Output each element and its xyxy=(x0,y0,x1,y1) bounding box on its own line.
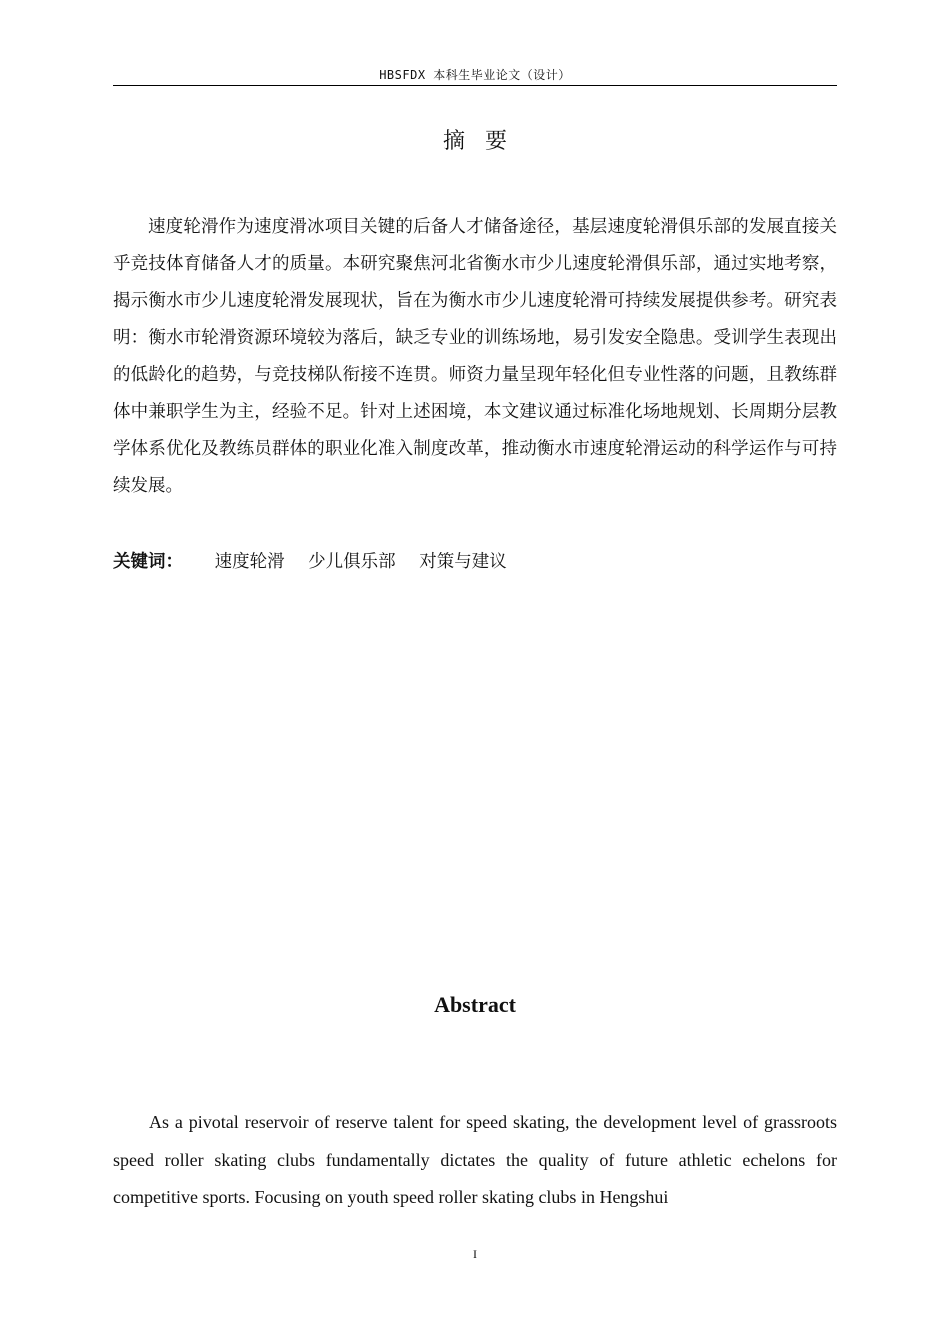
keywords-line xyxy=(113,548,837,573)
page-number: I xyxy=(473,1247,477,1261)
chinese-abstract-title: 摘要 xyxy=(442,129,527,154)
keywords-label: 关键词： xyxy=(113,552,183,572)
keyword: 少儿俱乐部 xyxy=(308,552,396,572)
running-header: HBSFDX 本科生毕业论文（设计） xyxy=(379,68,571,82)
english-abstract-body: As a pivotal reservoir of reserve talent for speed skating, the development level of grassroots speed roller skating clubs fundamentally dictates the quality of future athletic echelons for competitive sports. Focusing on youth speed roller skating clubs in Hengshui xyxy=(113,1112,837,1207)
english-abstract-title: Abstract xyxy=(434,992,516,1017)
chinese-abstract-body: 速度轮滑作为速度滑冰项目关键的后备人才储备途径，基层速度轮滑俱乐部的发展直接关乎竞技体育储备人才的质量。本研究聚焦河北省衡水市少儿速度轮滑俱乐部，通过实地考察，揭示衡水市少儿速度轮滑发展现状，旨在为衡水市少儿速度轮滑可持续发展提供参考。研究表明：衡水市轮滑资源环境较为落后，缺乏专业的训练场地，易引发安全隐患。受训学生表现出的低龄化的趋势，与竞技梯队衔接不连贯。师资力量呈现年轻化但专业性落的问题，且教练群体中兼职学生为主，经验不足。针对上述困境，本文建议通过标准化场地规划、长周期分层教学体系优化及教练员群体的职业化准入制度改革，推动衡水市速度轮滑运动的科学运作与可持续发展。 xyxy=(113,217,837,496)
keyword: 速度轮滑 xyxy=(214,552,285,572)
keyword: 对策与建议 xyxy=(419,552,507,572)
header-rule xyxy=(113,85,837,86)
